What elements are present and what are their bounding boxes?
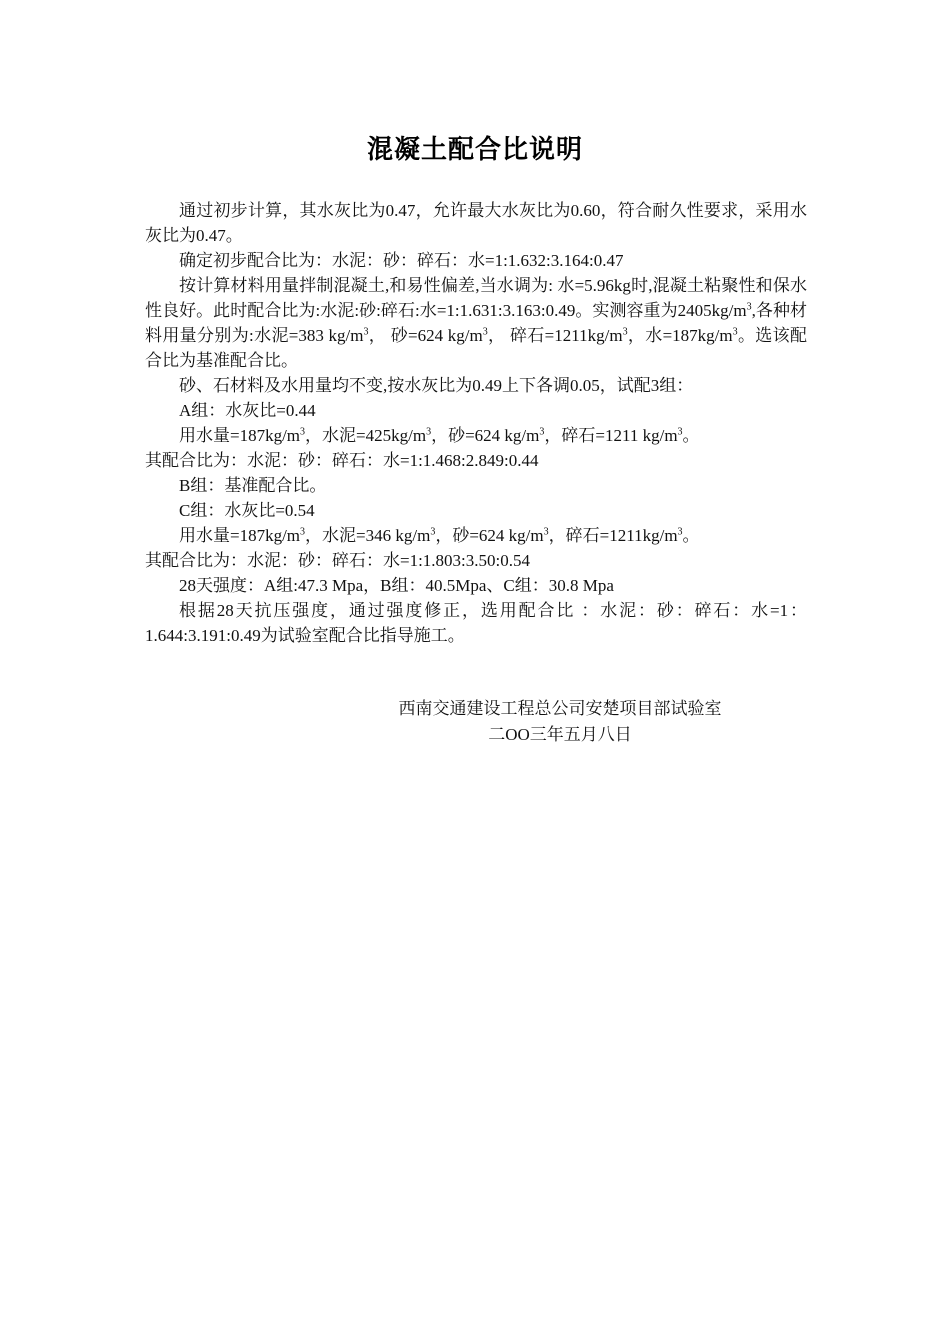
- text-segment: 用水量=187kg/m: [179, 426, 301, 445]
- signature-organization: 西南交通建设工程总公司安楚项目部试验室: [398, 699, 722, 718]
- paragraph-group-c-materials: [145, 523, 807, 548]
- text-segment: ,各种材料用量分别为:水泥=383 kg/m: [145, 301, 807, 345]
- superscript: 3: [622, 326, 628, 338]
- paragraph-adjustment: 砂、石材料及水用量均不变,按水灰比为0.49上下各调0.05，试配3组：: [179, 376, 694, 395]
- paragraph-group-b: B组：基准配合比。: [179, 476, 327, 495]
- paragraph-water-cement-ratio: 通过初步计算，其水灰比为0.47，允许最大水灰比为0.60，符合耐久性要求，采用水灰比为0.47。: [145, 201, 807, 245]
- text-segment: ，碎石=1211 kg/m: [544, 426, 678, 445]
- text-segment: ，水泥=346 kg/m: [305, 526, 431, 545]
- paragraph-conclusion: 根据28天抗压强度，通过强度修正，选用配合比 ：水泥：砂：碎石：水=1：1.644:3.191:0.49为试验室配合比指导施工。: [145, 601, 807, 645]
- text-segment: ，水泥=425kg/m: [305, 426, 427, 445]
- superscript: 3: [539, 426, 545, 438]
- superscript: 3: [732, 326, 738, 338]
- document-body: [145, 198, 807, 648]
- text-segment: ，砂=624 kg/m: [431, 426, 540, 445]
- paragraph-initial-mix-ratio: 确定初步配合比为：水泥：砂：碎石：水=1:1.632:3.164:0.47: [179, 251, 624, 270]
- paragraph-group-a-mix: 其配合比为：水泥：砂：碎石：水=1:1.468:2.849:0.44: [145, 451, 539, 470]
- text-segment: 。: [682, 526, 700, 545]
- text-segment: ， 碎石=1211kg/m: [487, 326, 623, 345]
- text-segment: 按计算材料用量拌制混凝土,和易性偏差,当水调为: 水=5.96kg时,混凝土粘聚性和保水性良好。此时配合比为:水泥:砂:碎石:水=1:1.631:3.163:0.49。实测容重为2405kg/m: [145, 276, 807, 320]
- superscript: 3: [482, 326, 488, 338]
- paragraph-group-c-mix: 其配合比为：水泥：砂：碎石：水=1:1.803:3.50:0.54: [145, 551, 531, 570]
- paragraph-group-c-ratio: C组：水灰比=0.54: [179, 501, 315, 520]
- superscript: 3: [677, 526, 683, 538]
- superscript: 3: [543, 526, 549, 538]
- document-title: 混凝土配合比说明: [366, 135, 583, 165]
- superscript: 3: [363, 326, 369, 338]
- paragraph-28-day-strength: 28天强度：A组:47.3 Mpa，B组：40.5Mpa、C组：30.8 Mpa: [179, 576, 614, 595]
- superscript: 3: [300, 526, 306, 538]
- paragraph-group-a-materials: [145, 423, 807, 448]
- text-segment: ，砂=624 kg/m: [435, 526, 544, 545]
- superscript: 3: [677, 426, 683, 438]
- superscript: 3: [426, 426, 432, 438]
- text-segment: 。选该配合比为基准配合比。: [145, 326, 807, 370]
- text-segment: ，碎石=1211kg/m: [548, 526, 678, 545]
- text-segment: 用水量=187kg/m: [179, 526, 301, 545]
- paragraph-group-a-ratio: A组：水灰比=0.44: [179, 401, 316, 420]
- superscript: 3: [430, 526, 436, 538]
- signature-block: [360, 696, 760, 748]
- superscript: 3: [746, 301, 752, 313]
- signature-date: 二OO三年五月八日: [488, 725, 632, 744]
- paragraph-trial-mix: [145, 273, 807, 373]
- text-segment: ， 砂=624 kg/m: [368, 326, 483, 345]
- superscript: 3: [300, 426, 306, 438]
- text-segment: ，水=187kg/m: [627, 326, 733, 345]
- text-segment: 。: [682, 426, 700, 445]
